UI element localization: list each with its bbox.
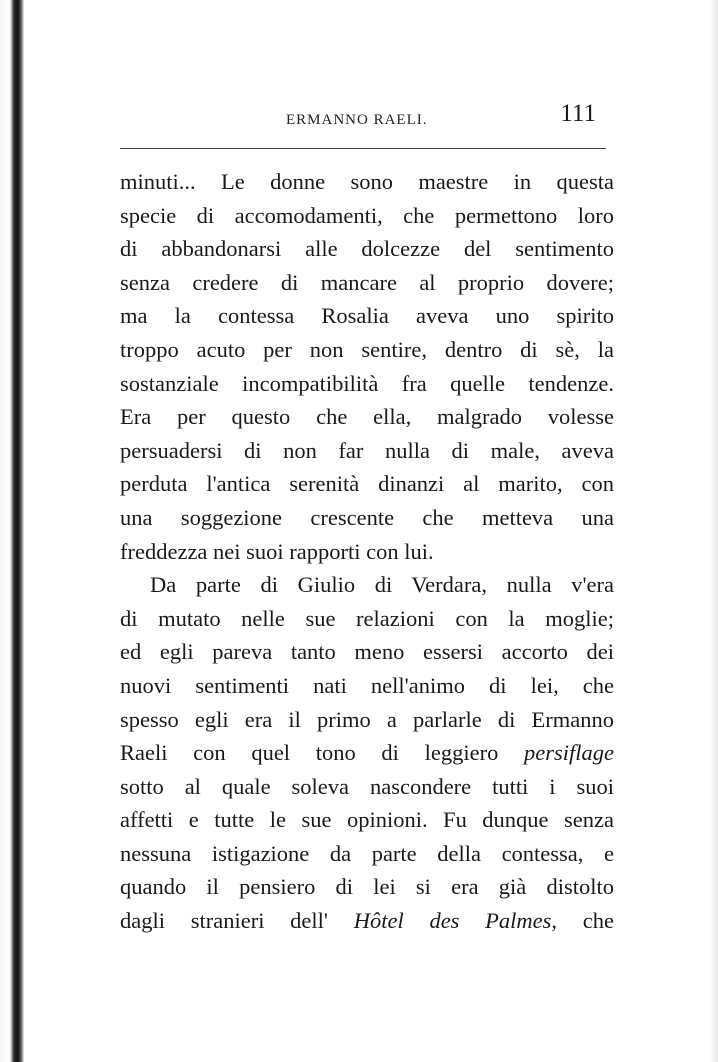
text-line: una soggezione crescente che metteva una: [120, 504, 614, 530]
running-title: ERMANNO RAELI.: [286, 112, 428, 128]
text-line: sostanziale incompatibilità fra quelle tendenze.: [120, 370, 614, 396]
text-line: quando il pensiero di lei si era già distolto: [120, 874, 614, 900]
text-line: specie di accomodamenti, che permettono loro: [120, 202, 614, 228]
page-edge: [710, 0, 718, 1062]
body-text: [120, 165, 614, 938]
text-line: ma la contessa Rosalia aveva uno spirito: [120, 303, 614, 329]
text-line-with-italic: [120, 736, 614, 770]
text-line: sotto al quale soleva nascondere tutti i suoi: [120, 773, 614, 799]
running-head: [120, 100, 604, 140]
line-segment: dagli stranieri dell': [120, 908, 354, 934]
text-line: ed egli pareva tanto meno essersi accorto dei: [120, 639, 614, 665]
paragraph-start-line: Da parte di Giulio di Verdara, nulla v'era: [150, 572, 614, 598]
text-line: senza credere di mancare al proprio dovere;: [120, 269, 614, 295]
italic-term: Hôtel des Palmes: [353, 908, 552, 934]
text-line: di mutato nelle sue relazioni con la moglie;: [120, 605, 614, 631]
line-segment: Raeli con quel tono di leggiero: [120, 740, 524, 766]
text-line: spesso egli era il primo a parlarle di Ermanno: [120, 706, 614, 732]
text-line: perduta l'antica serenità dinanzi al marito, con: [120, 471, 614, 497]
text-line: Era per questo che ella, malgrado volesse: [120, 404, 614, 430]
page-number: 111: [560, 100, 596, 127]
text-line: troppo acuto per non sentire, dentro di sè, la: [120, 336, 614, 362]
italic-term: persiflage: [524, 740, 614, 766]
text-line: minuti... Le donne sono maestre in questa: [120, 169, 614, 194]
text-line-with-italic: [120, 904, 614, 938]
text-line: di abbandonarsi alle dolcezze del sentimento: [120, 236, 614, 262]
paragraph-end-line: freddezza nei suoi rapporti con lui.: [120, 538, 434, 564]
header-rule: [120, 148, 606, 149]
line-segment: , che: [551, 908, 614, 934]
book-spine-shadow: [0, 0, 24, 1062]
text-line: nuovi sentimenti nati nell'animo di lei, che: [120, 672, 614, 698]
text-line: affetti e tutte le sue opinioni. Fu dunque senza: [120, 807, 614, 833]
text-line: nessuna istigazione da parte della contessa, e: [120, 840, 614, 866]
text-line: persuadersi di non far nulla di male, aveva: [120, 437, 614, 463]
